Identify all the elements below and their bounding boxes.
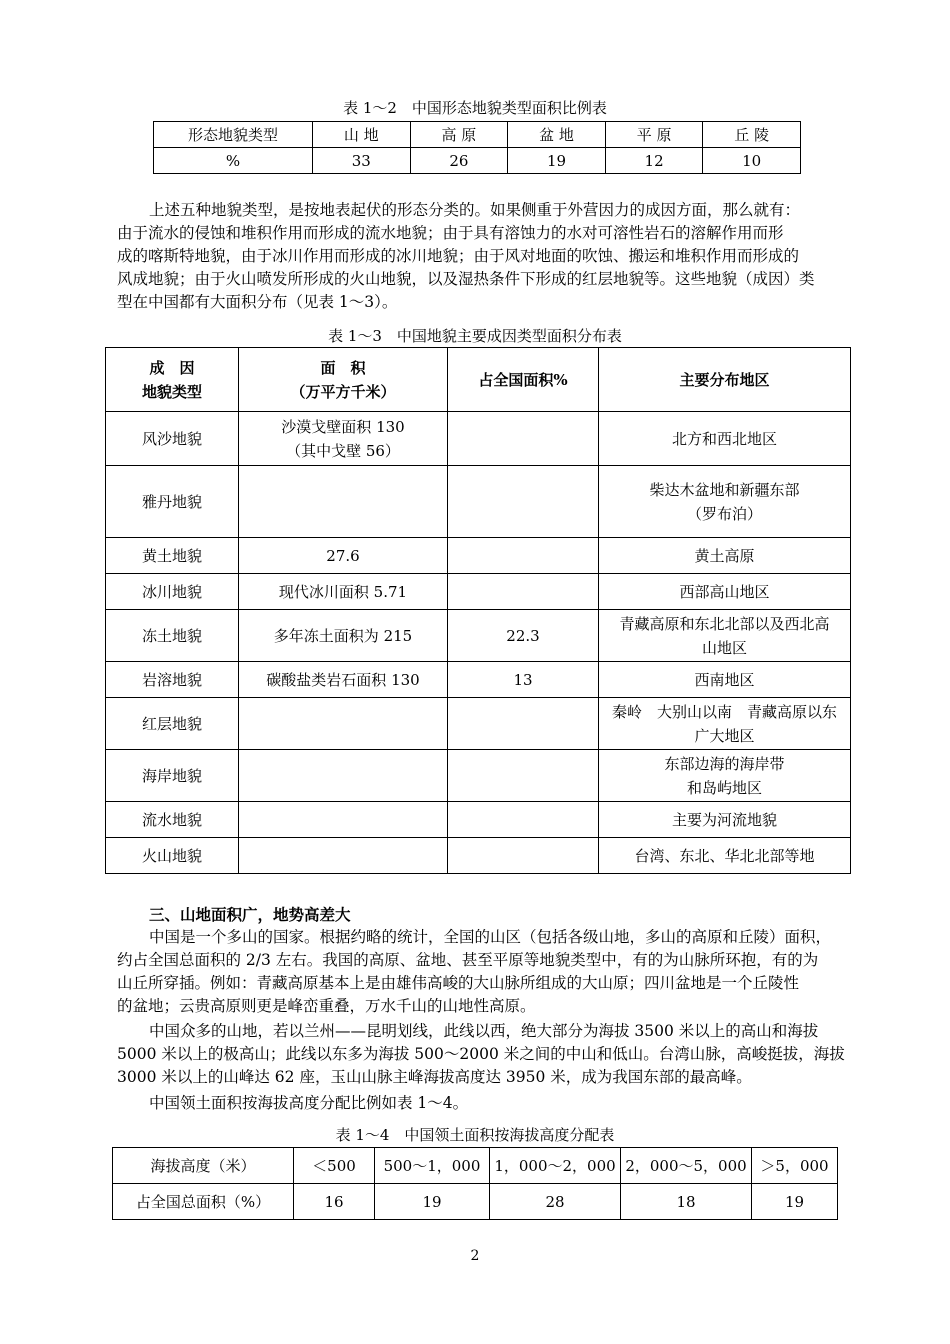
table-1-3-caption: 表 1～3 中国地貌主要成因类型面积分布表	[328, 327, 622, 345]
table-1-3-type-cell: 火山地貌	[106, 838, 239, 874]
table-1-4	[112, 1147, 838, 1220]
table-1-3-region-line: 和岛屿地区	[686, 778, 762, 797]
table-1-3-area-cell	[239, 538, 448, 574]
table-1-4-cell: 18	[621, 1184, 752, 1220]
table-1-3-area-cell	[239, 662, 448, 698]
table-1-3-area-line: 碳酸盐类岩石面积 130	[266, 670, 420, 689]
paragraph-line: 上述五种地貌类型，是按地表起伏的形态分类的。如果侧重于外营因力的成因方面，那么就有：	[149, 201, 801, 219]
table-1-3-row	[106, 698, 851, 750]
table-1-3-region-cell	[599, 466, 851, 538]
table-1-3-percent-cell	[448, 538, 599, 574]
paragraph-line: 中国领土面积按海拔高度分配比例如表 1～4。	[149, 1094, 469, 1112]
table-1-3-region-cell	[599, 538, 851, 574]
table-1-3-header-row	[106, 348, 851, 412]
paragraph-line: 风成地貌；由于火山喷发所形成的火山地貌，以及湿热条件下形成的红层地貌等。这些地貌（成因）类	[117, 270, 815, 288]
table-1-3-area-cell	[239, 466, 448, 538]
paragraph-line: 5000 米以上的极高山；此线以东多为海拔 500～2000 米之间的中山和低山。台湾山脉，高峻挺拔，海拔	[117, 1045, 845, 1063]
table-1-4-header-cell: 1，000～2，000	[490, 1148, 621, 1184]
table-1-2-header-row	[154, 122, 801, 148]
table-1-3-region-cell	[599, 802, 851, 838]
paragraph-line: 3000 米以上的山峰达 62 座，玉山山脉主峰海拔高度达 3950 米，成为我国东部的最高峰。	[117, 1068, 752, 1086]
table-1-3-type-cell: 海岸地貌	[106, 750, 239, 802]
table-1-3-header-area: 面 积 （万平方千米）	[239, 348, 448, 412]
table-1-3-area-line: 27.6	[326, 546, 360, 565]
paragraph-line: 型在中国都有大面积分布（见表 1～3）。	[117, 293, 398, 311]
table-1-4-caption: 表 1～4 中国领土面积按海拔高度分配表	[335, 1126, 615, 1144]
table-1-4-cell: 占全国总面积（%）	[113, 1184, 294, 1220]
table-1-4-header-cell: 海拔高度（米）	[113, 1148, 294, 1184]
table-1-3-row	[106, 610, 851, 662]
table-1-3-region-line: 西南地区	[694, 670, 755, 689]
table-1-3-header-region: 主要分布地区	[599, 348, 851, 412]
table-1-2-header-cell: 丘 陵	[703, 122, 801, 148]
table-1-3-type-cell: 冰川地貌	[106, 574, 239, 610]
paragraph-mountain-distribution	[117, 1020, 850, 1089]
table-1-3-row	[106, 538, 851, 574]
table-1-3-percent-cell	[448, 466, 599, 538]
table-1-2-cell: 33	[313, 148, 411, 174]
table-1-3-region-line: 台湾、东北、华北北部等地	[634, 846, 815, 865]
table-1-3-area-line: 多年冻土面积为 215	[273, 626, 413, 645]
table-1-3-region-line: 广大地区	[694, 726, 755, 745]
table-1-2-header-cell: 山 地	[313, 122, 411, 148]
table-1-3-region-cell	[599, 698, 851, 750]
paragraph-line: 的盆地；云贵高原则更是峰峦重叠，万水千山的山地性高原。	[117, 997, 536, 1015]
table-1-2-header-cell: 形态地貌类型	[154, 122, 313, 148]
table-1-3-region-cell	[599, 610, 851, 662]
paragraph-line: 山丘所穿插。例如：青藏高原基本上是由雄伟高峻的大山脉所组成的大山原；四川盆地是一个丘陵性	[117, 974, 800, 992]
table-1-3-region-line: 主要为河流地貌	[671, 810, 777, 829]
table-1-3-region-line: 东部边海的海岸带	[664, 754, 785, 773]
table-1-4-header-cell: 500～1，000	[375, 1148, 490, 1184]
table-1-3-row	[106, 466, 851, 538]
table-1-3-area-cell	[239, 698, 448, 750]
table-1-3-area-line: （其中戈壁 56）	[286, 441, 400, 460]
table-1-4-header-cell: ＜500	[294, 1148, 375, 1184]
table-1-3-row	[106, 574, 851, 610]
table-1-3-region-cell	[599, 750, 851, 802]
table-1-2-value-row	[154, 148, 801, 174]
paragraph-genesis-types	[117, 199, 850, 314]
table-1-3	[105, 347, 851, 874]
table-1-3-type-cell: 红层地貌	[106, 698, 239, 750]
table-1-3-percent-cell	[448, 750, 599, 802]
table-1-4-cell: 16	[294, 1184, 375, 1220]
table-1-2-caption: 表 1～2 中国形态地貌类型面积比例表	[343, 99, 607, 117]
paragraph-table-intro	[117, 1092, 850, 1115]
table-1-3-percent-cell	[448, 412, 599, 466]
table-1-3-region-line: 北方和西北地区	[671, 429, 777, 448]
paragraph-line: 成的喀斯特地貌，由于冰川作用而形成的冰川地貌；由于风对地面的吹蚀、搬运和堆积作用而形成的	[117, 247, 800, 265]
table-1-3-percent-cell	[448, 574, 599, 610]
table-1-3-type-cell: 冻土地貌	[106, 610, 239, 662]
table-1-3-percent-cell: 22.3	[448, 610, 599, 662]
paragraph-line: 由于流水的侵蚀和堆积作用而形成的流水地貌；由于具有溶蚀力的水对可溶性岩石的溶解作用而形	[117, 224, 784, 242]
table-1-3-type-cell: 雅丹地貌	[106, 466, 239, 538]
table-1-2	[153, 121, 801, 174]
table-1-3-type-cell: 黄土地貌	[106, 538, 239, 574]
table-1-2-cell: %	[154, 148, 313, 174]
page-number: 2	[470, 1248, 480, 1264]
table-1-3-area-line: 现代冰川面积 5.71	[278, 582, 408, 601]
paragraph-mountainous-country	[117, 926, 850, 1018]
table-1-3-row	[106, 412, 851, 466]
table-1-2-cell: 10	[703, 148, 801, 174]
paragraph-line: 中国是一个多山的国家。根据约略的统计，全国的山区（包括各级山地，多山的高原和丘陵）面积，	[149, 928, 832, 946]
table-1-3-row	[106, 838, 851, 874]
table-1-3-region-cell	[599, 662, 851, 698]
table-1-4-header-cell: 2，000～5，000	[621, 1148, 752, 1184]
table-1-3-header-percent: 占全国面积%	[448, 348, 599, 412]
table-1-3-header-type: 成 因 地貌类型	[106, 348, 239, 412]
table-1-3-area-cell	[239, 838, 448, 874]
paragraph-line: 约占全国总面积的 2/3 左右。我国的高原、盆地、甚至平原等地貌类型中，有的为山脉所环抱，有的为	[117, 951, 819, 969]
table-1-4-value-row	[113, 1184, 838, 1220]
table-1-4-header-cell: ＞5，000	[752, 1148, 838, 1184]
table-1-3-area-cell	[239, 750, 448, 802]
table-1-3-row	[106, 802, 851, 838]
paragraph-line: 中国众多的山地，若以兰州——昆明划线，此线以西，绝大部分为海拔 3500 米以上的高山和海拔	[149, 1022, 819, 1040]
table-1-4-cell: 19	[752, 1184, 838, 1220]
table-1-3-region-cell	[599, 574, 851, 610]
table-1-2-cell: 26	[410, 148, 508, 174]
table-1-3-type-cell: 风沙地貌	[106, 412, 239, 466]
table-1-3-area-line: 沙漠戈壁面积 130	[281, 417, 405, 436]
table-1-3-area-cell	[239, 610, 448, 662]
table-1-2-header-cell: 平 原	[605, 122, 703, 148]
table-1-3-area-cell	[239, 412, 448, 466]
table-1-3-region-line: 西部高山地区	[679, 582, 770, 601]
table-1-3-percent-cell	[448, 698, 599, 750]
table-1-3-region-line: （罗布泊）	[686, 504, 762, 523]
table-1-3-area-cell	[239, 802, 448, 838]
table-1-4-cell: 19	[375, 1184, 490, 1220]
table-1-3-region-line: 柴达木盆地和新疆东部	[649, 480, 800, 499]
table-1-3-row	[106, 662, 851, 698]
table-1-3-type-cell: 流水地貌	[106, 802, 239, 838]
table-1-3-region-cell	[599, 838, 851, 874]
table-1-3-region-line: 山地区	[701, 638, 747, 657]
table-1-3-percent-cell	[448, 838, 599, 874]
table-1-2-cell: 12	[605, 148, 703, 174]
table-1-3-percent-cell	[448, 802, 599, 838]
table-1-2-header-cell: 高 原	[410, 122, 508, 148]
table-1-2-cell: 19	[508, 148, 606, 174]
table-1-3-percent-cell: 13	[448, 662, 599, 698]
section-heading: 三、山地面积广，地势高差大	[149, 905, 351, 924]
table-1-3-type-cell: 岩溶地貌	[106, 662, 239, 698]
table-1-3-region-line: 黄土高原	[694, 546, 755, 565]
table-1-3-region-line: 秦岭 大别山以南 青藏高原以东	[611, 702, 837, 721]
table-1-4-header-row	[113, 1148, 838, 1184]
table-1-3-row	[106, 750, 851, 802]
table-1-3-region-cell	[599, 412, 851, 466]
table-1-3-region-line: 青藏高原和东北北部以及西北高	[619, 614, 830, 633]
table-1-2-header-cell: 盆 地	[508, 122, 606, 148]
table-1-4-cell: 28	[490, 1184, 621, 1220]
table-1-3-area-cell	[239, 574, 448, 610]
